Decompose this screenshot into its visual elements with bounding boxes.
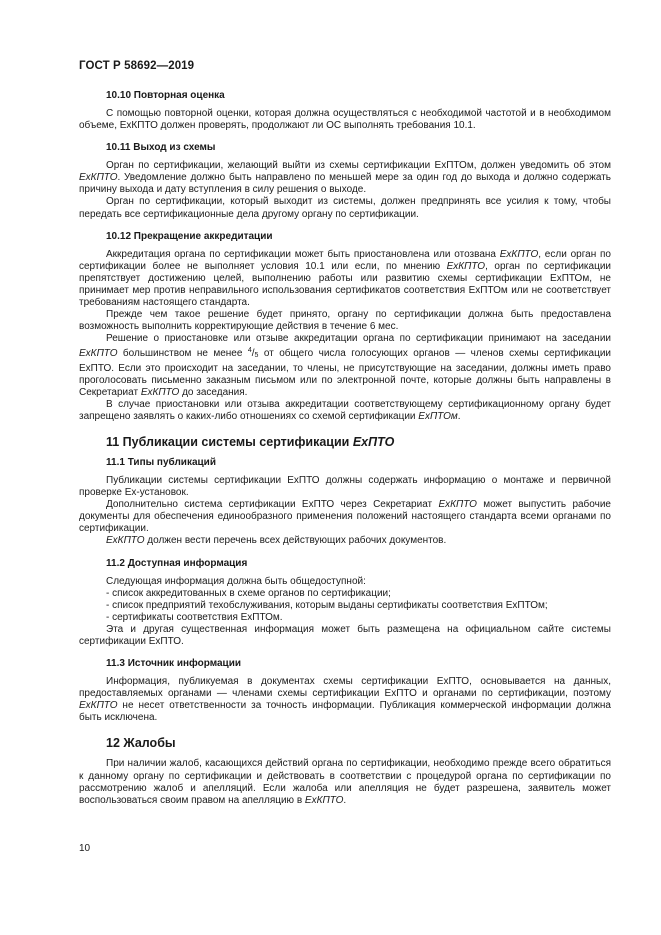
page-number: 10	[79, 843, 91, 854]
section-10-12-paragraph-1: Аккредитация органа по сертификации может быть приостановлена или отозвана ExКПТО, если орган по сертификации более не выполняет условия 10.1 или если, по мнению ExКПТО, орган по сертификации препятствует достижению целей, выполнению работы или развитию схемы сертификации ExПТОм, не принимает мер против неправильного использования сертификатов соответствия ExПТОм или не соответствует требованиям настоящего стандарта.	[79, 248, 611, 309]
document-body	[79, 90, 611, 807]
document-header-id: ГОСТ Р 58692—2019	[79, 60, 195, 72]
section-11-3-paragraph: Информация, публикуемая в документах схемы сертификации ExПТО, основывается на данных, предоставляемых органами — членами схемы сертификации ExПТО и органами по сертификации, поэтому ExКПТО не несет ответственности за точность информации. Публикация коммерческой информации должна быть исключена.	[79, 676, 611, 724]
section-11-3-heading: 11.3 Источник информации	[106, 658, 241, 670]
section-10-11-paragraph-1: Орган по сертификации, желающий выйти из схемы сертификации ExПТОм, должен уведомить об этом ExКПТО. Уведомление должно быть направлено по меньшей мере за один год до выхода и должно содержать причину выхода и дату вступления в силу решения о выходе.	[79, 160, 611, 196]
section-12-heading: 12 Жалобы	[106, 736, 176, 751]
section-11-1-paragraph-3: ExКПТО должен вести перечень всех действующих рабочих документов.	[106, 535, 447, 547]
section-10-12-paragraph-2: Прежде чем такое решение будет принято, органу по сертификации должна быть предоставлена возможность выполнить корректирующие действия в течение 6 мес.	[79, 309, 611, 333]
section-11-1-heading: 11.1 Типы публикаций	[106, 456, 216, 468]
section-11-2-heading: 11.2 Доступная информация	[106, 557, 248, 569]
list-item: - список предприятий техобслуживания, которым выданы сертификаты соответствия ExПТОм;	[106, 599, 548, 611]
section-10-12-paragraph-3: Решение о приостановке или отзыве аккредитации органа по сертификации принимают на заседании ExКПТО большинством не менее $^4/_5$ от общего числа голосующих органов — членов схемы сертификации ExПТО. Если это происходит на заседании, то члены, не присутствующие на заседании, должны иметь право проголосовать письменно заказным письмом или по электронной почте, которые должны быть направлены в Секретариат ExКПТО до заседания.	[79, 333, 611, 398]
section-12-paragraph: При наличии жалоб, касающихся действий органа по сертификации, необходимо прежде всего обратиться к данному органу по сертификации и действовать в соответствии с процедурой органа по сертификации по рассмотрению жалоб и апелляций. Если жалоба или апелляция не будет разрешена, заявитель может воспользоваться своим правом на апелляцию в ExКПТО.	[79, 758, 611, 806]
section-11-2-paragraph-1: Следующая информация должна быть общедоступной:	[106, 575, 366, 587]
section-11-heading: 11 Публикации системы сертификации ExПТО	[106, 434, 395, 449]
section-11-1-paragraph-2: Дополнительно система сертификации ExПТО через Секретариат ExКПТО может выпустить рабочие документы для обеспечения единообразного применения положений настоящего стандарта всеми органами по сертификации.	[79, 499, 611, 535]
section-10-10-heading: 10.10 Повторная оценка	[106, 90, 225, 101]
list-item: - список аккредитованных в схеме органов по сертификации;	[106, 587, 391, 599]
section-10-10-paragraph: С помощью повторной оценки, которая должна осуществляться с необходимой частотой и в необходимом объеме, ExКПТО должен проверять, продолжают ли ОС выполнять требования 10.1.	[79, 108, 611, 132]
section-10-12-paragraph-4: В случае приостановки или отзыва аккредитации соответствующему сертификационному органу будет запрещено заявлять о каких-либо отношениях со схемой сертификации ExПТОм.	[79, 398, 611, 422]
section-11-2-paragraph-2: Эта и другая существенная информация может быть размещена на официальном сайте системы сертификации ExПТО.	[79, 623, 611, 647]
section-10-12-heading: 10.12 Прекращение аккредитации	[106, 230, 273, 242]
section-11-1-paragraph-1: Публикации системы сертификации ExПТО должны содержать информацию о монтаже и первичной проверке Ex-установок.	[79, 474, 611, 499]
section-10-11-heading: 10.11 Выход из схемы	[106, 142, 216, 154]
list-item: - сертификаты соответствия ExПТОм.	[106, 611, 283, 623]
section-10-11-paragraph-2: Орган по сертификации, который выходит из системы, должен предпринять все усилия к тому, чтобы передать все сертификационные дела другому органу по сертификации.	[79, 196, 611, 220]
